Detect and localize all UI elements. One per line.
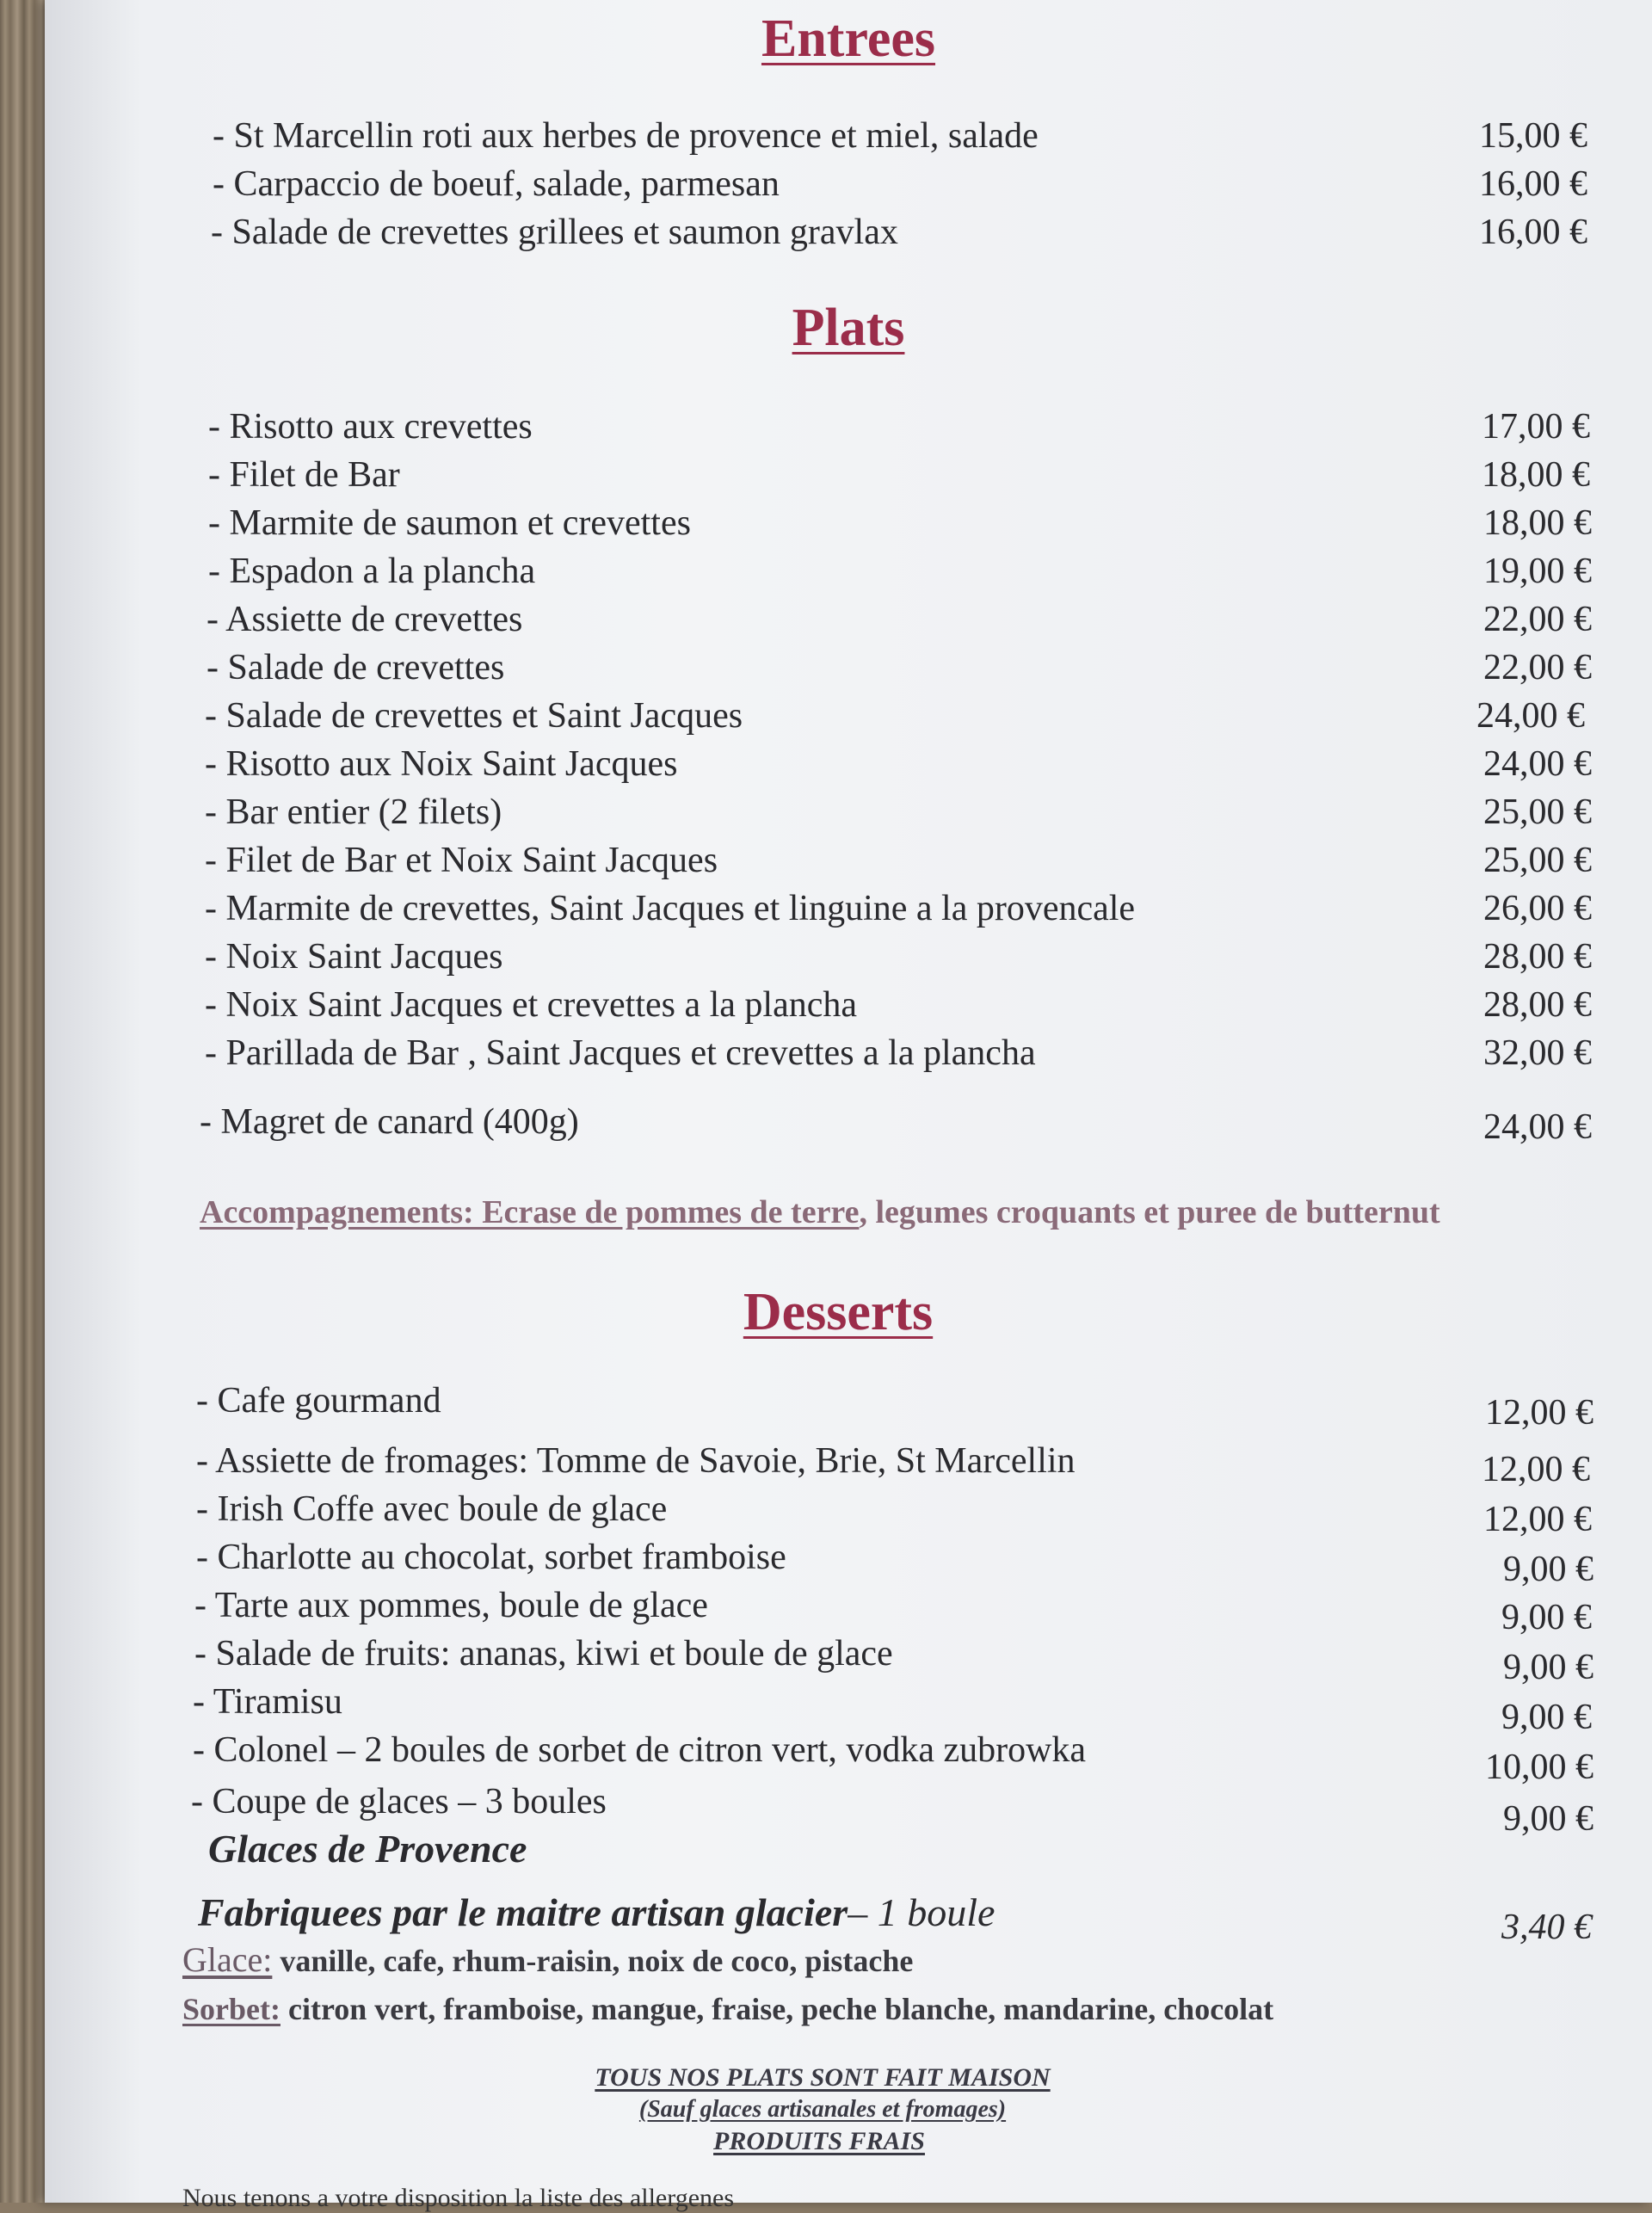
list-item: [45, 160, 1652, 208]
item-price: 25,00 €: [1483, 792, 1592, 832]
item-name: - Salade de fruits: ananas, kiwi et boule de glace: [194, 1634, 893, 1674]
list-item: [45, 1726, 1652, 1787]
glaces-price: 3,40 €: [1501, 1908, 1592, 1947]
list-item: [45, 885, 1652, 933]
item-price: 12,00 €: [1482, 1450, 1590, 1489]
item-price: 28,00 €: [1483, 985, 1592, 1025]
item-name: - Espadon a la plancha: [208, 552, 536, 591]
item-price: 24,00 €: [1476, 696, 1585, 736]
list-item: [45, 1630, 1652, 1687]
footer-line-3: PRODUITS FRAIS: [713, 2127, 925, 2155]
item-price: 9,00 €: [1501, 1598, 1592, 1637]
item-price: 12,00 €: [1483, 1500, 1592, 1539]
accompagnements-label: Accompagnements: Ecrase de pommes de terre: [200, 1194, 860, 1230]
item-price: 19,00 €: [1483, 552, 1592, 591]
item-price: 16,00 €: [1479, 164, 1587, 204]
item-name: - Tarte aux pommes, boule de glace: [194, 1586, 708, 1625]
item-price: 28,00 €: [1483, 937, 1592, 977]
item-price: 22,00 €: [1483, 600, 1592, 639]
list-item: [45, 1678, 1652, 1737]
item-price: 17,00 €: [1482, 407, 1590, 447]
list-item: [45, 1533, 1652, 1589]
section-title-desserts: Desserts: [743, 1283, 934, 1341]
item-price: 10,00 €: [1485, 1748, 1593, 1787]
list-item: [45, 1098, 1652, 1146]
glace-flavors: [182, 1939, 913, 1980]
item-name: - Magret de canard (400g): [200, 1102, 579, 1142]
list-item: [45, 403, 1652, 451]
item-name: - Coupe de glaces – 3 boules: [191, 1782, 607, 1822]
section-title-plats: Plats: [792, 299, 905, 357]
item-name: - Salade de crevettes et Saint Jacques: [205, 696, 743, 736]
list-item: [45, 740, 1652, 788]
list-item: [45, 644, 1652, 692]
item-price: 24,00 €: [1483, 1107, 1592, 1147]
list-item: [45, 112, 1652, 160]
item-name: - Assiette de fromages: Tomme de Savoie, Brie, St Marcellin: [196, 1441, 1076, 1481]
item-price: 18,00 €: [1482, 455, 1590, 495]
item-name: - Filet de Bar et Noix Saint Jacques: [205, 841, 718, 880]
item-name: - St Marcellin roti aux herbes de provence et miel, salade: [213, 116, 1039, 156]
glace-list: vanille, cafe, rhum-raisin, noix de coco, pistache: [280, 1944, 914, 1978]
glaces-subtitle: Fabriquees par le maitre artisan glacier: [198, 1890, 848, 1934]
item-name: - Risotto aux Noix Saint Jacques: [205, 744, 678, 784]
list-item: [45, 933, 1652, 981]
item-price: 9,00 €: [1503, 1799, 1593, 1839]
item-price: 12,00 €: [1485, 1393, 1593, 1433]
accompagnements-note: [200, 1191, 1576, 1234]
list-item: [45, 208, 1652, 256]
item-price: 9,00 €: [1503, 1648, 1593, 1687]
item-name: - Filet de Bar: [208, 455, 400, 495]
list-item: [45, 1029, 1652, 1077]
list-item: [45, 1778, 1652, 1839]
item-name: - Charlotte au chocolat, sorbet framboise: [196, 1538, 786, 1577]
item-price: 9,00 €: [1503, 1550, 1593, 1589]
item-price: 18,00 €: [1483, 503, 1592, 543]
list-item: [45, 981, 1652, 1029]
footer-line-2: (Sauf glaces artisanales et fromages): [638, 2096, 1007, 2123]
item-name: - Noix Saint Jacques: [205, 937, 503, 977]
list-item: [45, 1581, 1652, 1637]
item-price: 9,00 €: [1501, 1698, 1592, 1737]
glaces-title: Glaces de Provence: [208, 1827, 527, 1871]
item-name: - Tiramisu: [193, 1682, 342, 1722]
cutoff-text: Nous tenons a votre disposition la liste des allergenes: [182, 2184, 735, 2212]
item-name: - Bar entier (2 filets): [205, 792, 502, 832]
list-item: [45, 1377, 1652, 1433]
sorbet-flavors: [182, 1991, 1273, 2027]
glaces-unit: – 1 boule: [848, 1890, 996, 1934]
item-name: - Cafe gourmand: [196, 1381, 441, 1421]
list-item: [45, 1437, 1652, 1489]
item-price: 22,00 €: [1483, 648, 1592, 687]
item-price: 16,00 €: [1479, 213, 1587, 252]
list-item: [45, 788, 1652, 836]
list-item: [45, 836, 1652, 885]
list-item: [45, 1485, 1652, 1539]
list-item: [45, 692, 1652, 740]
accompagnements-rest: , legumes croquants et puree de butternut: [859, 1194, 1440, 1230]
item-name: - Colonel – 2 boules de sorbet de citron vert, vodka zubrowka: [193, 1730, 1087, 1770]
glaces-subtitle-row: [198, 1889, 1592, 1935]
item-price: 32,00 €: [1483, 1033, 1592, 1073]
item-name: - Assiette de crevettes: [206, 600, 523, 639]
item-price: 26,00 €: [1483, 889, 1592, 928]
menu-page: [45, 0, 1652, 2212]
item-name: - Marmite de crevettes, Saint Jacques et linguine a la provencale: [205, 889, 1136, 928]
sorbet-list: citron vert, framboise, mangue, fraise, peche blanche, mandarine, chocolat: [287, 1992, 1274, 2026]
glace-label: Glace:: [182, 1940, 273, 1979]
item-price: 15,00 €: [1479, 116, 1587, 156]
item-name: - Carpaccio de boeuf, salade, parmesan: [213, 164, 780, 204]
list-item: [45, 499, 1652, 547]
list-item: [45, 451, 1652, 499]
sorbet-label: Sorbet:: [182, 1992, 280, 2026]
item-name: - Parillada de Bar , Saint Jacques et crevettes a la plancha: [205, 1033, 1036, 1073]
footer-line-1: TOUS NOS PLATS SONT FAIT MAISON: [595, 2063, 1051, 2092]
item-price: 24,00 €: [1483, 744, 1592, 784]
item-name: - Salade de crevettes grillees et saumon gravlax: [211, 213, 898, 252]
list-item: [45, 595, 1652, 644]
item-name: - Irish Coffe avec boule de glace: [196, 1489, 668, 1529]
item-name: - Marmite de saumon et crevettes: [208, 503, 691, 543]
item-name: - Noix Saint Jacques et crevettes a la plancha: [205, 985, 858, 1025]
item-name: - Salade de crevettes: [206, 648, 505, 687]
list-item: [45, 547, 1652, 595]
section-title-entrees: Entrees: [761, 9, 936, 68]
item-name: - Risotto aux crevettes: [208, 407, 533, 447]
item-price: 25,00 €: [1483, 841, 1592, 880]
